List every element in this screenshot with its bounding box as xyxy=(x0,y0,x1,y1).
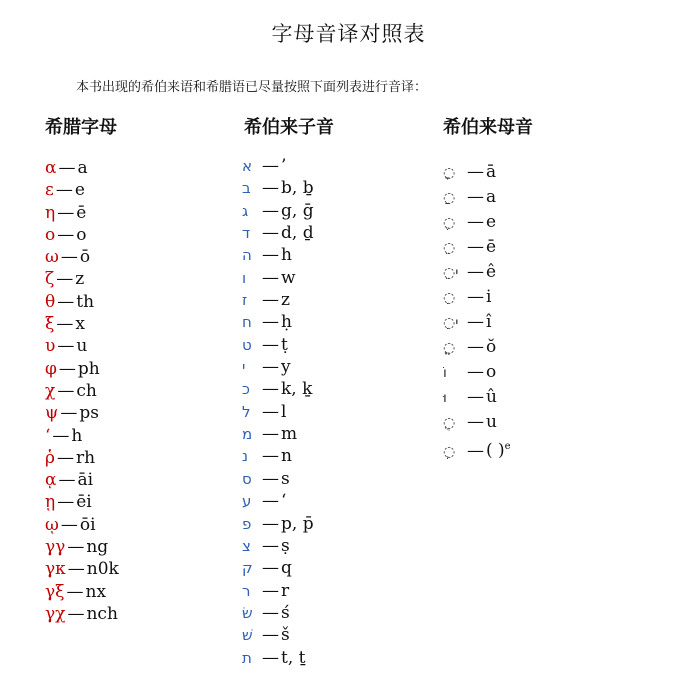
greek-letter: γκ xyxy=(45,559,66,580)
vowel-row xyxy=(443,185,511,210)
transliteration: u xyxy=(486,412,497,432)
vowel-sign: ◌ִ xyxy=(443,290,456,306)
hebrew-letter: ס xyxy=(242,469,252,488)
greek-row xyxy=(45,491,119,513)
hebrew-letter: ט xyxy=(242,335,252,354)
greek-letter: γξ xyxy=(45,581,65,602)
greek-row xyxy=(45,224,119,246)
greek-row xyxy=(45,313,119,335)
page-title: 字母音译对照表 xyxy=(271,22,426,46)
transliteration: ’ xyxy=(281,156,287,176)
transliteration: ch xyxy=(76,380,97,401)
vowel-sign: ◌ֶ xyxy=(443,215,456,231)
hebrew-letter: ק xyxy=(242,559,253,578)
transliteration: m xyxy=(281,424,298,445)
transliteration: ē xyxy=(76,202,87,223)
dash: — xyxy=(262,446,279,467)
transliteration: k, ḵ xyxy=(281,379,313,400)
consonant-row xyxy=(242,334,314,356)
consonant-row xyxy=(242,222,314,244)
transliteration: x xyxy=(75,314,85,335)
dash: — xyxy=(467,262,484,282)
consonant-row xyxy=(242,580,314,602)
transliteration: z xyxy=(75,269,85,290)
hebrew-vowel-list xyxy=(443,160,511,464)
greek-column-heading: 希腊字母 xyxy=(45,117,117,138)
hebrew-vowel-column-heading: 希伯来母音 xyxy=(443,117,533,138)
dash: — xyxy=(262,267,279,288)
greek-letter: γγ xyxy=(45,537,66,558)
vowel-sign: ◌ְ xyxy=(443,443,456,460)
transliteration: āi xyxy=(77,470,94,491)
hebrew-letter: פ xyxy=(242,514,252,533)
hebrew-letter: ד xyxy=(242,224,251,243)
dash: — xyxy=(57,291,75,312)
greek-row xyxy=(45,469,119,491)
dash: — xyxy=(262,156,279,176)
dash: — xyxy=(262,491,279,512)
greek-letter: ᾳ xyxy=(45,470,57,491)
dash: — xyxy=(57,336,75,357)
greek-letter: γχ xyxy=(45,603,66,624)
vowel-sign: ◌ָ xyxy=(443,165,456,181)
greek-letter: ε xyxy=(45,180,54,201)
dash: — xyxy=(60,514,78,535)
dash: — xyxy=(60,403,78,424)
intro-text: 本书出现的希伯来语和希腊语已尽量按照下面列表进行音译： xyxy=(76,80,428,95)
dash: — xyxy=(262,535,279,556)
consonant-row xyxy=(242,624,314,646)
consonant-row xyxy=(242,445,314,467)
vowel-row xyxy=(443,360,511,385)
hebrew-letter: כ xyxy=(242,380,250,399)
dash: — xyxy=(467,312,484,332)
dash: — xyxy=(67,537,85,558)
transliteration: o xyxy=(486,362,497,382)
greek-row xyxy=(45,179,119,201)
transliteration: ḥ xyxy=(281,312,292,333)
greek-row xyxy=(45,157,119,179)
dash: — xyxy=(55,180,73,201)
transliteration: ( ) xyxy=(486,440,505,461)
dash: — xyxy=(467,362,484,382)
dash: — xyxy=(52,425,70,446)
hebrew-letter: שׂ xyxy=(242,603,253,622)
transliteration: nx xyxy=(85,581,107,602)
transliteration: a xyxy=(486,187,497,207)
dash: — xyxy=(56,314,74,335)
transliteration: ṭ xyxy=(281,334,288,355)
dash: — xyxy=(262,602,279,623)
vowel-sign: ◌ֻ xyxy=(443,415,456,431)
transliteration: t, ṯ xyxy=(281,647,306,668)
transliteration: a xyxy=(77,158,88,178)
greek-letter: ψ xyxy=(45,403,59,424)
hebrew-letter: שׁ xyxy=(242,626,253,645)
consonant-row xyxy=(242,557,314,579)
dash: — xyxy=(262,178,279,199)
hebrew-letter: ר xyxy=(242,581,251,600)
greek-letter: χ xyxy=(45,380,56,401)
transliteration: z xyxy=(281,290,290,311)
dash: — xyxy=(58,158,76,178)
vowel-row xyxy=(443,310,511,335)
dash: — xyxy=(262,290,279,311)
dash: — xyxy=(467,387,484,407)
transliteration: n0k xyxy=(86,559,119,580)
dash: — xyxy=(262,357,279,378)
consonant-row xyxy=(242,177,314,199)
dash: — xyxy=(57,492,75,513)
vowel-sign: ◌ֵ xyxy=(443,240,456,256)
hebrew-letter: ב xyxy=(242,179,251,198)
transliteration: h xyxy=(281,245,292,266)
consonant-row xyxy=(242,468,314,490)
consonant-row xyxy=(242,602,314,624)
transliteration: ng xyxy=(86,537,109,558)
consonant-row xyxy=(242,267,314,289)
dash: — xyxy=(57,447,74,468)
transliteration: ā xyxy=(486,162,497,182)
transliteration: ō xyxy=(79,247,91,268)
consonant-row xyxy=(242,200,314,222)
dash: — xyxy=(467,412,484,432)
transliteration: ph xyxy=(77,358,100,379)
transliteration: h xyxy=(71,425,83,446)
dash: — xyxy=(262,468,279,489)
transliteration: ē xyxy=(486,237,497,257)
vowel-row xyxy=(443,260,511,285)
hebrew-letter: י xyxy=(242,358,246,377)
greek-letter: θ xyxy=(45,291,56,312)
dash: — xyxy=(57,224,75,245)
transliteration: r xyxy=(281,580,290,601)
vowel-row xyxy=(443,410,511,435)
vowel-row xyxy=(443,385,511,410)
consonant-row xyxy=(242,647,314,669)
dash: — xyxy=(262,334,279,355)
dash: — xyxy=(467,237,484,257)
consonant-row xyxy=(242,378,314,400)
transliteration: p, p̄ xyxy=(281,513,314,534)
greek-row xyxy=(45,380,119,402)
greek-letter: ῃ xyxy=(45,492,56,513)
greek-row xyxy=(45,536,119,558)
dash: — xyxy=(262,200,279,221)
greek-letter: ω xyxy=(45,247,59,268)
dash: — xyxy=(262,558,279,579)
hebrew-letter: ה xyxy=(242,246,252,265)
greek-row xyxy=(45,447,119,469)
hebrew-letter: צ xyxy=(242,536,251,555)
greek-row xyxy=(45,603,119,625)
greek-row xyxy=(45,358,119,380)
dash: — xyxy=(262,580,279,601)
hebrew-letter: ו xyxy=(242,268,247,287)
transliteration: g, ḡ xyxy=(281,200,314,221)
dash: — xyxy=(262,379,279,400)
transliteration: rh xyxy=(76,447,96,468)
vowel-row xyxy=(443,435,511,464)
transliteration: š xyxy=(281,625,290,646)
transliteration: ēi xyxy=(76,492,92,513)
dash: — xyxy=(56,269,74,290)
greek-letter: α xyxy=(45,158,57,178)
greek-letter: ξ xyxy=(45,314,55,335)
hebrew-letter: מ xyxy=(242,425,253,444)
dash: — xyxy=(467,162,484,182)
hebrew-letter: ז xyxy=(242,291,248,310)
dash: — xyxy=(467,337,484,357)
greek-letter: υ xyxy=(45,336,56,357)
greek-row xyxy=(45,291,119,313)
consonant-row xyxy=(242,289,314,311)
transliteration: ś xyxy=(281,602,290,623)
dash: — xyxy=(262,647,279,668)
greek-letter-list xyxy=(45,157,119,625)
hebrew-letter: נ xyxy=(242,447,249,466)
consonant-row xyxy=(242,244,314,266)
greek-letter: ῥ xyxy=(45,447,55,468)
vowel-sign: ◌ַ xyxy=(443,190,456,206)
greek-row xyxy=(45,402,119,424)
hebrew-letter: א xyxy=(242,157,253,175)
consonant-row xyxy=(242,423,314,445)
dash: — xyxy=(262,245,279,266)
dash: — xyxy=(262,401,279,422)
dash: — xyxy=(467,440,484,461)
dash: — xyxy=(262,625,279,646)
dash: — xyxy=(262,424,279,445)
greek-letter: ‘ xyxy=(45,425,51,446)
hebrew-letter: ח xyxy=(242,313,252,332)
dash: — xyxy=(58,358,76,379)
consonant-row xyxy=(242,513,314,535)
dash: — xyxy=(262,513,279,534)
transliteration: ‘ xyxy=(281,491,287,512)
transliteration: ōi xyxy=(79,514,96,535)
vowel-row xyxy=(443,160,511,185)
dash: — xyxy=(66,581,84,602)
hebrew-letter: ת xyxy=(242,648,252,667)
consonant-row xyxy=(242,401,314,423)
dash: — xyxy=(67,603,85,624)
dash: — xyxy=(57,202,75,223)
transliteration: s xyxy=(281,468,290,489)
greek-row xyxy=(45,246,119,268)
hebrew-consonant-column-heading: 希伯来子音 xyxy=(244,117,334,138)
hebrew-letter: ל xyxy=(242,402,251,421)
consonant-row xyxy=(242,356,314,378)
vowel-sign: ◌ֵי xyxy=(443,265,459,281)
greek-letter: η xyxy=(45,202,56,223)
consonant-row xyxy=(242,311,314,333)
transliteration: u xyxy=(76,336,88,357)
consonant-row xyxy=(242,155,314,177)
transliteration: ṣ xyxy=(281,535,290,556)
consonant-row xyxy=(242,535,314,557)
greek-row xyxy=(45,425,119,447)
dash: — xyxy=(467,287,484,307)
vowel-sign: ◌ִי xyxy=(443,315,459,331)
greek-row xyxy=(45,514,119,536)
dash: — xyxy=(262,312,279,333)
transliteration: d, ḏ xyxy=(281,223,314,244)
transliteration: e xyxy=(486,212,497,232)
greek-letter: ζ xyxy=(45,269,55,290)
dash: — xyxy=(67,559,85,580)
greek-row xyxy=(45,558,119,580)
vowel-row xyxy=(443,335,511,360)
transliteration: ps xyxy=(79,403,99,424)
vowel-row xyxy=(443,285,511,310)
transliteration: e xyxy=(74,180,85,201)
transliteration: ê xyxy=(486,262,497,282)
greek-letter: φ xyxy=(45,358,57,379)
greek-row xyxy=(45,202,119,224)
dash: — xyxy=(467,187,484,207)
vowel-sign: ◌ֳ xyxy=(443,340,456,356)
greek-row xyxy=(45,581,119,603)
transliteration: ŏ xyxy=(486,337,497,357)
dash: — xyxy=(467,212,484,232)
dash: — xyxy=(57,380,75,401)
transliteration: o xyxy=(76,224,87,245)
transliteration: th xyxy=(76,291,95,312)
greek-letter: ο xyxy=(45,224,56,245)
vowel-row xyxy=(443,210,511,235)
dash: — xyxy=(262,223,279,244)
transliteration: b, ḇ xyxy=(281,178,314,199)
consonant-row xyxy=(242,490,314,512)
transliteration: w xyxy=(281,267,296,288)
transliteration: l xyxy=(281,401,287,422)
greek-row xyxy=(45,335,119,357)
greek-letter: ῳ xyxy=(45,514,59,535)
dash: — xyxy=(58,470,76,491)
superscript: e xyxy=(504,441,511,452)
transliteration: n xyxy=(281,446,292,467)
vowel-sign: וּ xyxy=(443,390,447,406)
transliteration: î xyxy=(486,312,492,332)
transliteration: i xyxy=(486,287,492,307)
hebrew-letter: ג xyxy=(242,201,249,220)
vowel-sign: וֹ xyxy=(443,365,447,381)
transliteration: q xyxy=(281,558,292,579)
hebrew-letter: ע xyxy=(242,492,252,511)
hebrew-consonant-list xyxy=(242,155,314,669)
transliteration: y xyxy=(281,357,291,378)
greek-row xyxy=(45,268,119,290)
transliteration: nch xyxy=(86,603,118,624)
transliteration: û xyxy=(486,387,497,407)
dash: — xyxy=(60,247,78,268)
vowel-row xyxy=(443,235,511,260)
